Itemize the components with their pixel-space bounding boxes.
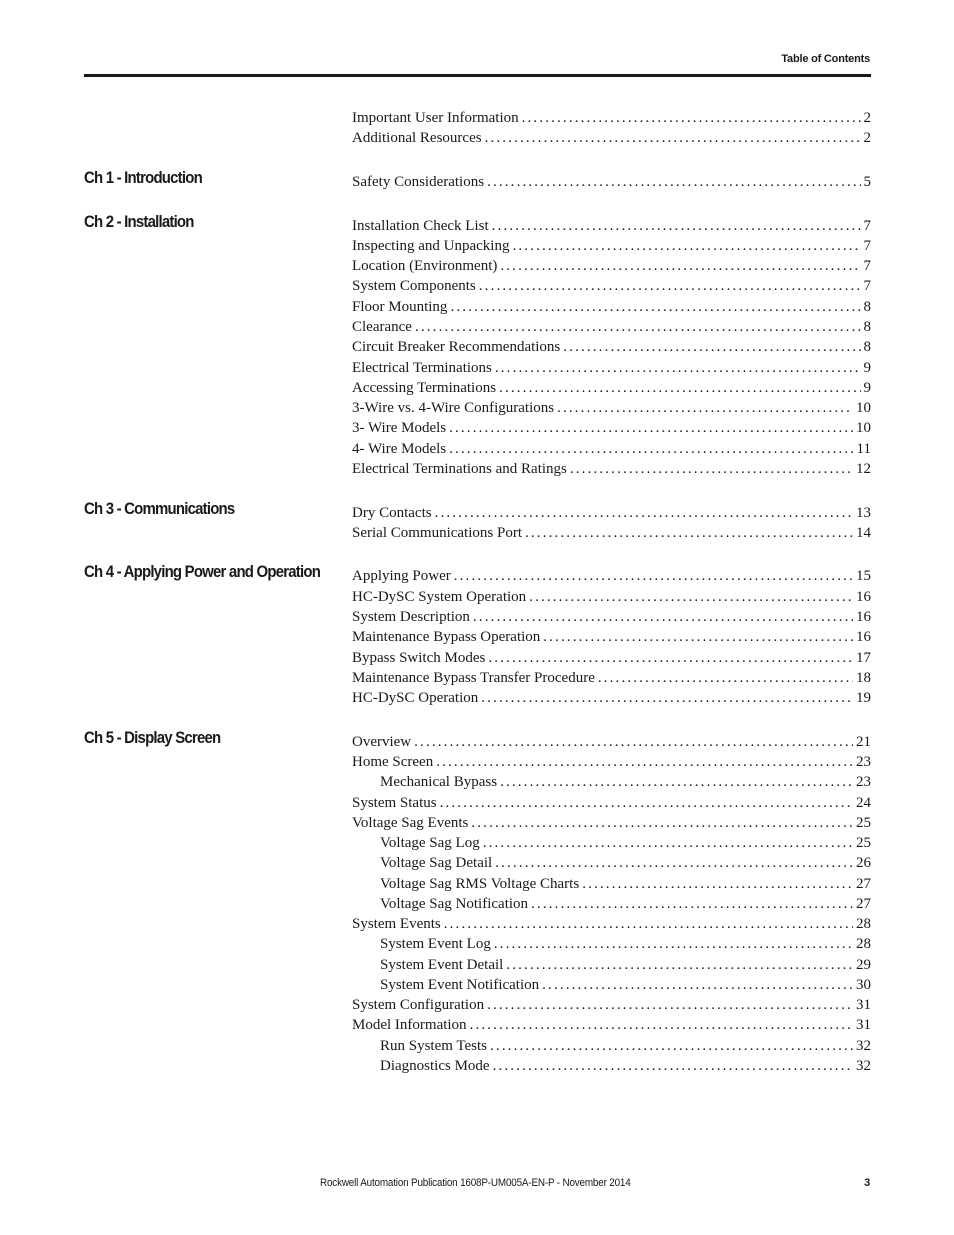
chapter-heading[interactable]: Ch 3 - Communications (84, 499, 235, 518)
toc-entry-page: 25 (856, 815, 871, 831)
toc-subentry[interactable] (380, 1056, 871, 1076)
dot-leader (495, 853, 853, 873)
toc-entry-title: Additional Resources (352, 130, 482, 146)
dot-leader (414, 732, 853, 752)
toc-entry-page: 28 (856, 916, 871, 932)
toc-entry-title: Voltage Sag Notification (380, 896, 529, 912)
dot-leader (598, 668, 853, 688)
dot-leader (529, 587, 853, 607)
toc-subentry[interactable] (380, 833, 871, 853)
toc-entry-title: Maintenance Bypass Transfer Procedure (352, 670, 595, 686)
toc-entry[interactable] (352, 648, 871, 668)
toc-entry-title: Run System Tests (380, 1038, 488, 1054)
dot-leader (522, 108, 861, 128)
dot-leader (435, 503, 853, 523)
toc-entry-page: 8 (863, 339, 871, 355)
toc-entry[interactable] (352, 523, 871, 543)
dot-leader (450, 297, 860, 317)
toc-entry-title: Circuit Breaker Recommendations (352, 339, 561, 355)
dot-leader (543, 627, 853, 647)
toc-entry-title: Diagnostics Mode (380, 1058, 490, 1074)
toc-entry-title: Electrical Terminations (352, 360, 492, 376)
toc-entry-title: Model Information (352, 1017, 467, 1033)
toc-entry-page: 31 (856, 1017, 871, 1033)
toc-entry-title: System Event Detail (380, 957, 504, 973)
toc-entry-title: Accessing Terminations (352, 380, 497, 396)
toc-entry-title: System Configuration (352, 997, 485, 1013)
toc-entry-title: System Event Notification (380, 977, 540, 993)
dot-leader (494, 934, 853, 954)
dot-leader (449, 418, 853, 438)
dot-leader (557, 398, 853, 418)
dot-leader (440, 793, 853, 813)
toc-subentry[interactable] (380, 934, 871, 954)
toc-entry-page: 7 (863, 238, 871, 254)
toc-subentry[interactable] (380, 853, 871, 873)
chapter-heading[interactable]: Ch 2 - Installation (84, 212, 194, 231)
dot-leader (499, 378, 860, 398)
toc-entry-page: 16 (856, 589, 871, 605)
toc-entry-title: System Components (352, 278, 476, 294)
toc-entry-page: 16 (856, 629, 871, 645)
toc-entry-title: Bypass Switch Modes (352, 650, 486, 666)
dot-leader (500, 772, 853, 792)
dot-leader (487, 995, 853, 1015)
dot-leader (483, 833, 853, 853)
toc-entry[interactable] (352, 914, 871, 934)
toc-subentry[interactable] (380, 894, 871, 914)
toc-entry-page: 31 (856, 997, 871, 1013)
dot-leader (493, 1056, 853, 1076)
dot-leader (495, 358, 861, 378)
toc-entry[interactable] (352, 439, 871, 459)
toc-entry[interactable] (352, 752, 871, 772)
toc-entry-title: 3-Wire vs. 4-Wire Configurations (352, 400, 555, 416)
dot-leader (481, 688, 853, 708)
dot-leader (542, 975, 853, 995)
toc-entry[interactable] (352, 317, 871, 337)
toc-entry-title: System Events (352, 916, 441, 932)
chapter-heading[interactable]: Ch 4 - Applying Power and Operation (84, 562, 321, 581)
toc-entry-title: Important User Information (352, 110, 519, 126)
dot-leader (570, 459, 853, 479)
running-head: Table of Contents (781, 53, 870, 65)
toc-entry-title: System Event Log (380, 936, 491, 952)
toc-entry-page: 27 (856, 876, 871, 892)
toc-entry[interactable] (352, 276, 871, 296)
toc-entry-title: Applying Power (352, 568, 451, 584)
toc-entry[interactable] (352, 813, 871, 833)
page-number: 3 (864, 1177, 870, 1189)
dot-leader (415, 317, 861, 337)
toc-entry-title: Floor Mounting (352, 299, 448, 315)
toc-entry-page: 8 (863, 319, 871, 335)
toc-entry-page: 24 (856, 795, 871, 811)
dot-leader (449, 439, 853, 459)
toc-subentry[interactable] (380, 1036, 871, 1056)
dot-leader (500, 256, 860, 276)
toc-entry[interactable] (352, 1015, 871, 1035)
chapter-heading[interactable]: Ch 5 - Display Screen (84, 728, 221, 747)
toc-entry-page: 23 (856, 754, 871, 770)
toc-entry[interactable] (352, 378, 871, 398)
toc-entry[interactable] (352, 459, 871, 479)
toc-entry-title: Voltage Sag Detail (380, 855, 493, 871)
toc-entry-page: 25 (856, 835, 871, 851)
toc-entry-page: 23 (856, 774, 871, 790)
toc-entry-title: Mechanical Bypass (380, 774, 498, 790)
toc-entry-page: 28 (856, 936, 871, 952)
toc-entry-title: 3- Wire Models (352, 420, 447, 436)
toc-entry-title: Inspecting and Unpacking (352, 238, 510, 254)
toc-entry-page: 5 (863, 174, 871, 190)
toc-entry-page: 9 (863, 360, 871, 376)
dot-leader (485, 128, 861, 148)
dot-leader (444, 914, 853, 934)
toc-entry[interactable] (352, 358, 871, 378)
toc-subentry[interactable] (380, 874, 871, 894)
toc-entry-page: 15 (856, 568, 871, 584)
dot-leader (512, 236, 860, 256)
dot-leader (454, 566, 853, 586)
toc-entry[interactable] (352, 128, 871, 148)
toc-entry-title: Voltage Sag RMS Voltage Charts (380, 876, 580, 892)
toc-entry-page: 29 (856, 957, 871, 973)
toc-entry-title: Maintenance Bypass Operation (352, 629, 541, 645)
toc-entry-page: 10 (856, 400, 871, 416)
toc-entry-page: 13 (856, 505, 871, 521)
dot-leader (506, 955, 853, 975)
publication-info: Rockwell Automation Publication 1608P-UM005A-EN-P - November 2014 (320, 1177, 631, 1189)
toc-entry-title: Clearance (352, 319, 412, 335)
toc-subentry[interactable] (380, 772, 871, 792)
dot-leader (525, 523, 853, 543)
toc-subentry[interactable] (380, 975, 871, 995)
toc-entry-page: 17 (856, 650, 871, 666)
dot-leader (488, 648, 853, 668)
toc-entry-page: 7 (863, 218, 871, 234)
toc-entry-page: 2 (863, 110, 871, 126)
toc-entry-title: Overview (352, 734, 412, 750)
toc-entry-page: 12 (856, 461, 871, 477)
toc-entry-page: 21 (856, 734, 871, 750)
toc-entry[interactable] (352, 566, 871, 586)
toc-entry-title: System Status (352, 795, 437, 811)
toc-entry-title: Dry Contacts (352, 505, 432, 521)
toc-entry[interactable] (352, 236, 871, 256)
toc-entry-title: Location (Environment) (352, 258, 498, 274)
dot-leader (563, 337, 860, 357)
header-rule (84, 74, 871, 77)
dot-leader (487, 172, 860, 192)
toc-entry-title: HC-DySC Operation (352, 690, 479, 706)
toc-entry[interactable] (352, 627, 871, 647)
toc-entry-title: Voltage Sag Log (380, 835, 480, 851)
toc-entry[interactable] (352, 995, 871, 1015)
toc-entry-title: Safety Considerations (352, 174, 485, 190)
toc-entry-page: 16 (856, 609, 871, 625)
toc-entry[interactable] (352, 418, 871, 438)
toc-entry[interactable] (352, 216, 871, 236)
toc-entry-page: 32 (856, 1038, 871, 1054)
toc-entry[interactable] (352, 108, 871, 128)
toc-entry-title: Serial Communications Port (352, 525, 522, 541)
toc-entry-page: 19 (856, 690, 871, 706)
toc-entry-page: 10 (856, 420, 871, 436)
toc-entry-title: Home Screen (352, 754, 434, 770)
dot-leader (490, 1036, 853, 1056)
toc-entry-title: Electrical Terminations and Ratings (352, 461, 567, 477)
toc-entry[interactable] (352, 503, 871, 523)
dot-leader (471, 813, 853, 833)
dot-leader (479, 276, 861, 296)
toc-entry-page: 30 (856, 977, 871, 993)
toc-entry-title: HC-DySC System Operation (352, 589, 527, 605)
toc-entry-page: 7 (863, 278, 871, 294)
dot-leader (492, 216, 861, 236)
chapter-heading[interactable]: Ch 1 - Introduction (84, 168, 202, 187)
toc-entry-title: Installation Check List (352, 218, 489, 234)
dot-leader (473, 607, 853, 627)
toc-entry[interactable] (352, 172, 871, 192)
toc-entry[interactable] (352, 398, 871, 418)
toc-entry-page: 9 (863, 380, 871, 396)
toc-entry[interactable] (352, 688, 871, 708)
toc-entry-page: 27 (856, 896, 871, 912)
toc-entry-title: 4- Wire Models (352, 441, 447, 457)
toc-entry[interactable] (352, 607, 871, 627)
toc-entry[interactable] (352, 256, 871, 276)
toc-entry-title: System Description (352, 609, 470, 625)
toc-entry-page: 7 (863, 258, 871, 274)
dot-leader (531, 894, 853, 914)
toc-entry[interactable] (352, 732, 871, 752)
toc-entry-page: 8 (863, 299, 871, 315)
toc-entry[interactable] (352, 793, 871, 813)
toc-entry-page: 26 (856, 855, 871, 871)
toc-entry-page: 2 (863, 130, 871, 146)
toc-entry-page: 14 (856, 525, 871, 541)
toc-entry[interactable] (352, 668, 871, 688)
toc-entry[interactable] (352, 297, 871, 317)
dot-leader (436, 752, 853, 772)
toc-entry[interactable] (352, 587, 871, 607)
toc-entry-page: 18 (856, 670, 871, 686)
toc-entry-page: 32 (856, 1058, 871, 1074)
toc-entry[interactable] (352, 337, 871, 357)
dot-leader (470, 1015, 853, 1035)
dot-leader (582, 874, 853, 894)
toc-entry-title: Voltage Sag Events (352, 815, 469, 831)
toc-entry-page: 11 (856, 441, 871, 457)
toc-subentry[interactable] (380, 955, 871, 975)
